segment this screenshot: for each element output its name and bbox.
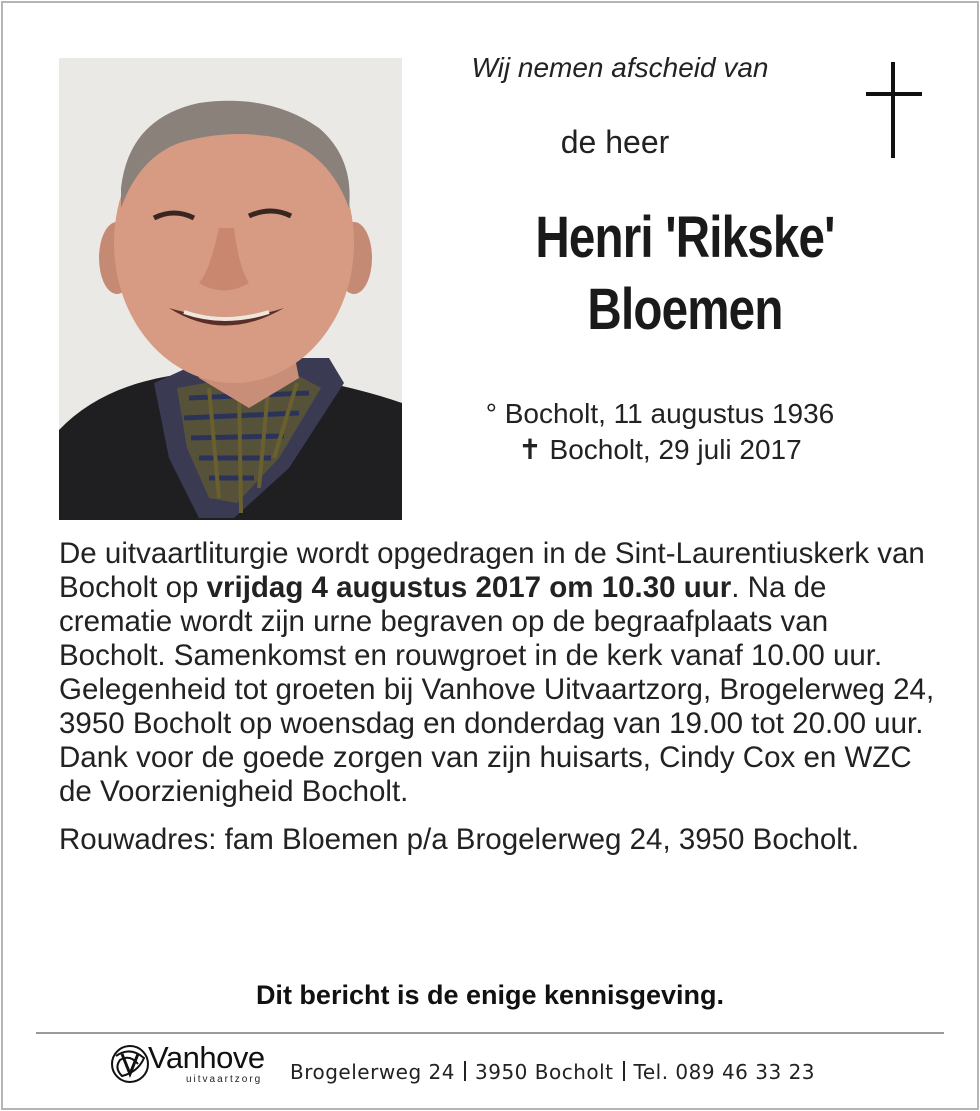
thanks-paragraph: Dank voor de goede zorgen van zijn huisarts, Cindy Cox en WZC de Voorzienigheid Bocholt.: [59, 741, 912, 808]
announcement-body: [59, 537, 939, 857]
logo-name: Vanhove: [148, 1040, 265, 1075]
name-line-1: Henri 'Rikske': [535, 205, 835, 270]
funeral-date-time: vrijdag 4 augustus 2017 om 10.30 uur: [206, 571, 732, 604]
mourning-address: Rouwadres: fam Bloemen p/a Brogelerweg 24, 3950 Bocholt.: [59, 823, 860, 856]
intro-text: Wij nemen afscheid van: [471, 52, 769, 83]
contact-street: Brogelerweg 24: [290, 1060, 455, 1084]
contact-line: [290, 1060, 815, 1084]
logo-subtitle: uitvaartzorg: [186, 1074, 263, 1085]
footer: [108, 1040, 868, 1092]
life-dates: [420, 396, 900, 468]
divider: [36, 1032, 944, 1034]
funeral-paragraph: De uitvaartliturgie wordt opgedragen in de Sint-Laurentiuskerk van Bocholt op vrijdag 4 augustus 2017 om 10.30 uur. Na de crematie wordt zijn urne begraven op de begraafplaats van Bocholt. Samenkomst en rouwgroet in de kerk vanaf 10.00 uur.: [59, 537, 925, 672]
contact-phone: Tel. 089 46 33 23: [633, 1060, 816, 1084]
death-date: ✝ Bocholt, 29 juli 2017: [518, 434, 802, 465]
birth-date: ° Bocholt, 11 augustus 1936: [485, 398, 835, 429]
vanhove-logo: [108, 1040, 278, 1090]
closing-note: Dit bericht is de enige kennisgeving.: [255, 980, 725, 1010]
cross-icon: [866, 62, 922, 158]
logo-mark-icon: [108, 1042, 152, 1086]
title-prefix: de heer: [560, 124, 670, 160]
portrait-photo: [59, 58, 402, 520]
name-line-2: Bloemen: [587, 277, 783, 342]
deceased-name: [468, 202, 903, 346]
visitation-paragraph: Gelegenheid tot groeten bij Vanhove Uitvaartzorg, Brogelerweg 24, 3950 Bocholt op woensdag en donderdag van 19.00 tot 20.00 uur.: [59, 673, 935, 740]
contact-city: 3950 Bocholt: [475, 1060, 614, 1084]
